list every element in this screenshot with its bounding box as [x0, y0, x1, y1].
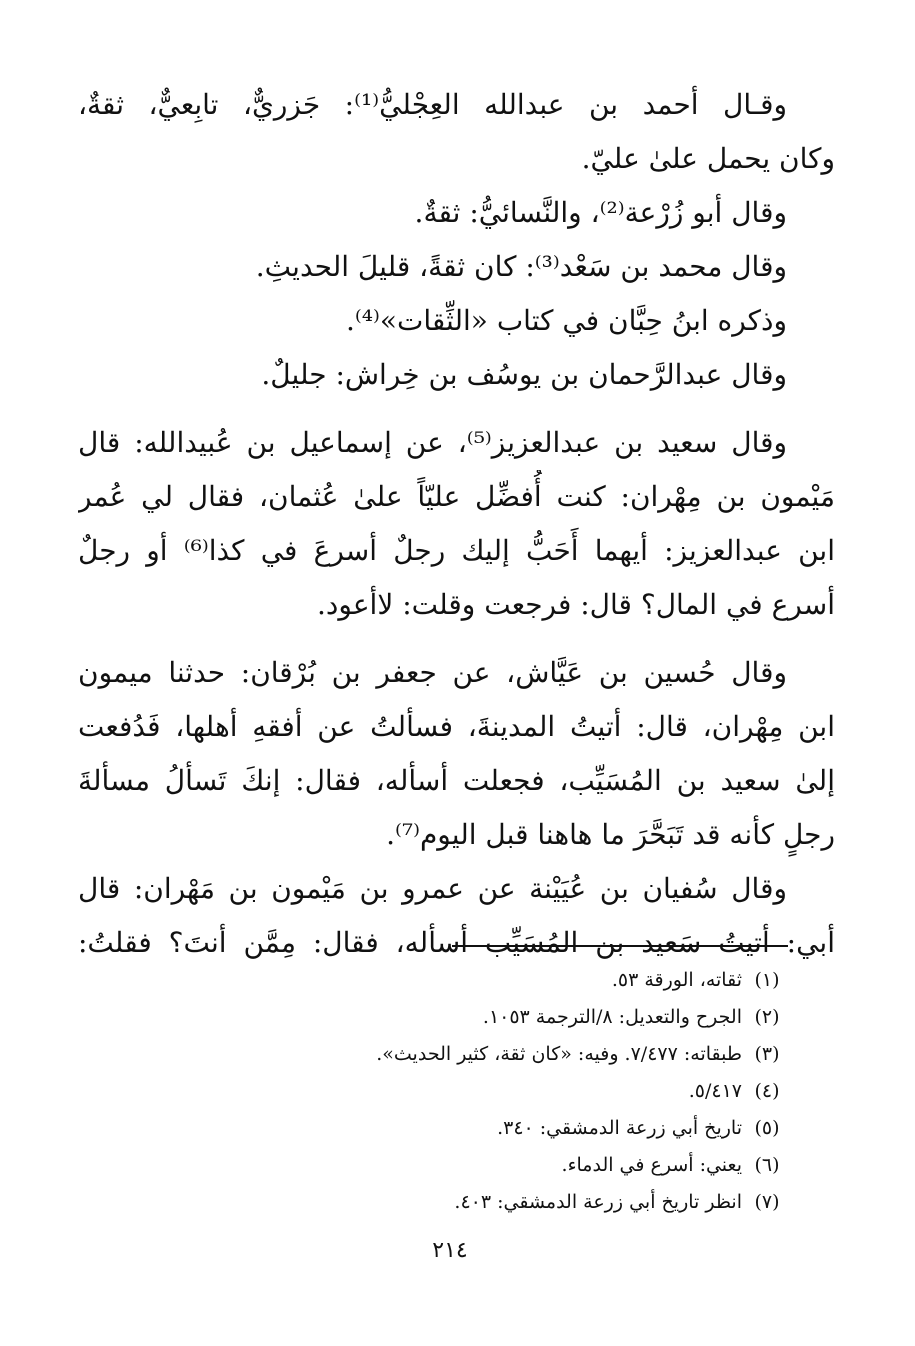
- footnote-item: [200, 1147, 788, 1184]
- paragraph-gap: [78, 632, 835, 646]
- text-line: وقال حُسين بن عَيَّاش، عن جعفر بن بُرْقان: حدثنا ميمون: [78, 656, 787, 689]
- text-line: رجلٍ كأنه قد تَبَحَّرَ ما هاهنا قبل اليوم⁽⁷⁾.: [386, 818, 835, 851]
- footnote-text: تاريخ أبي زرعة الدمشقي: ٣٤٠.: [497, 1117, 742, 1139]
- footnotes: [200, 962, 788, 1221]
- text-line: وقال عبدالرَّحمان بن يوسُف بن خِراش: جليلٌ.: [261, 358, 787, 391]
- paragraph-gap: [78, 402, 835, 416]
- main-text: [78, 78, 835, 970]
- text-line: إلىٰ سعيد بن المُسَيِّب، فجعلت أسأله، فقال: إنكَ تَسألُ مسألةَ: [78, 764, 835, 797]
- footnote-text: ٥/٤١٧.: [688, 1080, 742, 1102]
- text-line: وقال سعيد بن عبدالعزيز⁽⁵⁾، عن إسماعيل بن عُبيدالله: قال: [78, 426, 788, 459]
- footnote-item: [200, 1073, 788, 1110]
- text-line: وقال محمد بن سَعْد⁽³⁾: كان ثقةً، قليلَ الحديثِ.: [255, 250, 787, 283]
- text-line: مَيْمون بن مِهْران: كنت أُفضِّل عليّاً علىٰ عُثمان، فقال لي عُمر: [78, 480, 835, 513]
- footnote-number: (٥): [754, 1117, 780, 1139]
- text-line: ابن عبدالعزيز: أيهما أَحَبُّ إليك رجلٌ أسرعَ في كذا⁽⁶⁾ أو رجلٌ: [78, 534, 835, 567]
- footnote-number: (٤): [754, 1080, 780, 1102]
- text-line: ابن مِهْران، قال: أتيتُ المدينةَ، فسألتُ عن أفقهِ أهلها، فَدُفعت: [78, 710, 835, 743]
- footnote-item: [200, 1036, 788, 1073]
- footnote-number: (٧): [754, 1191, 780, 1213]
- footnote-divider: [452, 945, 788, 947]
- footnote-item: [200, 1110, 788, 1147]
- footnote-text: ثقاته، الورقة ٥٣.: [611, 969, 742, 991]
- text-line: وقال أبو زُرْعة⁽²⁾، والنَّسائيُّ: ثقةٌ.: [414, 196, 787, 229]
- footnote-text: طبقاته: ٧/٤٧٧. وفيه: «كان ثقة، كثير الحديث».: [376, 1043, 742, 1065]
- page-number: ٢١٤: [432, 1238, 468, 1263]
- text-line: أبي: أتيتُ سَعيد بن المُسَيِّب أسأله، فقال: مِمَّن أنتَ؟ فقلتُ:: [78, 926, 835, 959]
- footnote-number: (١): [754, 969, 780, 991]
- text-line: أسرع في المال؟ قال: فرجعت وقلت: لاأعود.: [317, 588, 835, 621]
- footnote-item: [200, 962, 788, 999]
- footnote-number: (٦): [754, 1154, 780, 1176]
- text-line: وقال سُفيان بن عُيَيْنة عن عمرو بن مَيْمون بن مَهْران: قال: [78, 872, 787, 905]
- footnote-item: [200, 1184, 788, 1221]
- footnote-text: الجرح والتعديل: ٨/الترجمة ١٠٥٣.: [482, 1006, 742, 1028]
- footnote-item: [200, 999, 788, 1036]
- text-line: وقـال أحمد بن عبدالله العِجْليُّ⁽¹⁾: جَزريٌّ، تابِعيٌّ، ثقةٌ،: [78, 88, 788, 121]
- text-line: وكان يحمل علىٰ عليّ.: [581, 142, 835, 175]
- footnote-number: (٢): [754, 1006, 780, 1028]
- footnote-text: انظر تاريخ أبي زرعة الدمشقي: ٤٠٣.: [454, 1191, 742, 1213]
- text-line: وذكره ابنُ حِبَّان في كتاب «الثِّقات»⁽⁴⁾.: [345, 304, 787, 337]
- footnote-text: يعني: أسرع في الدماء.: [561, 1154, 742, 1176]
- footnote-number: (٣): [754, 1043, 780, 1065]
